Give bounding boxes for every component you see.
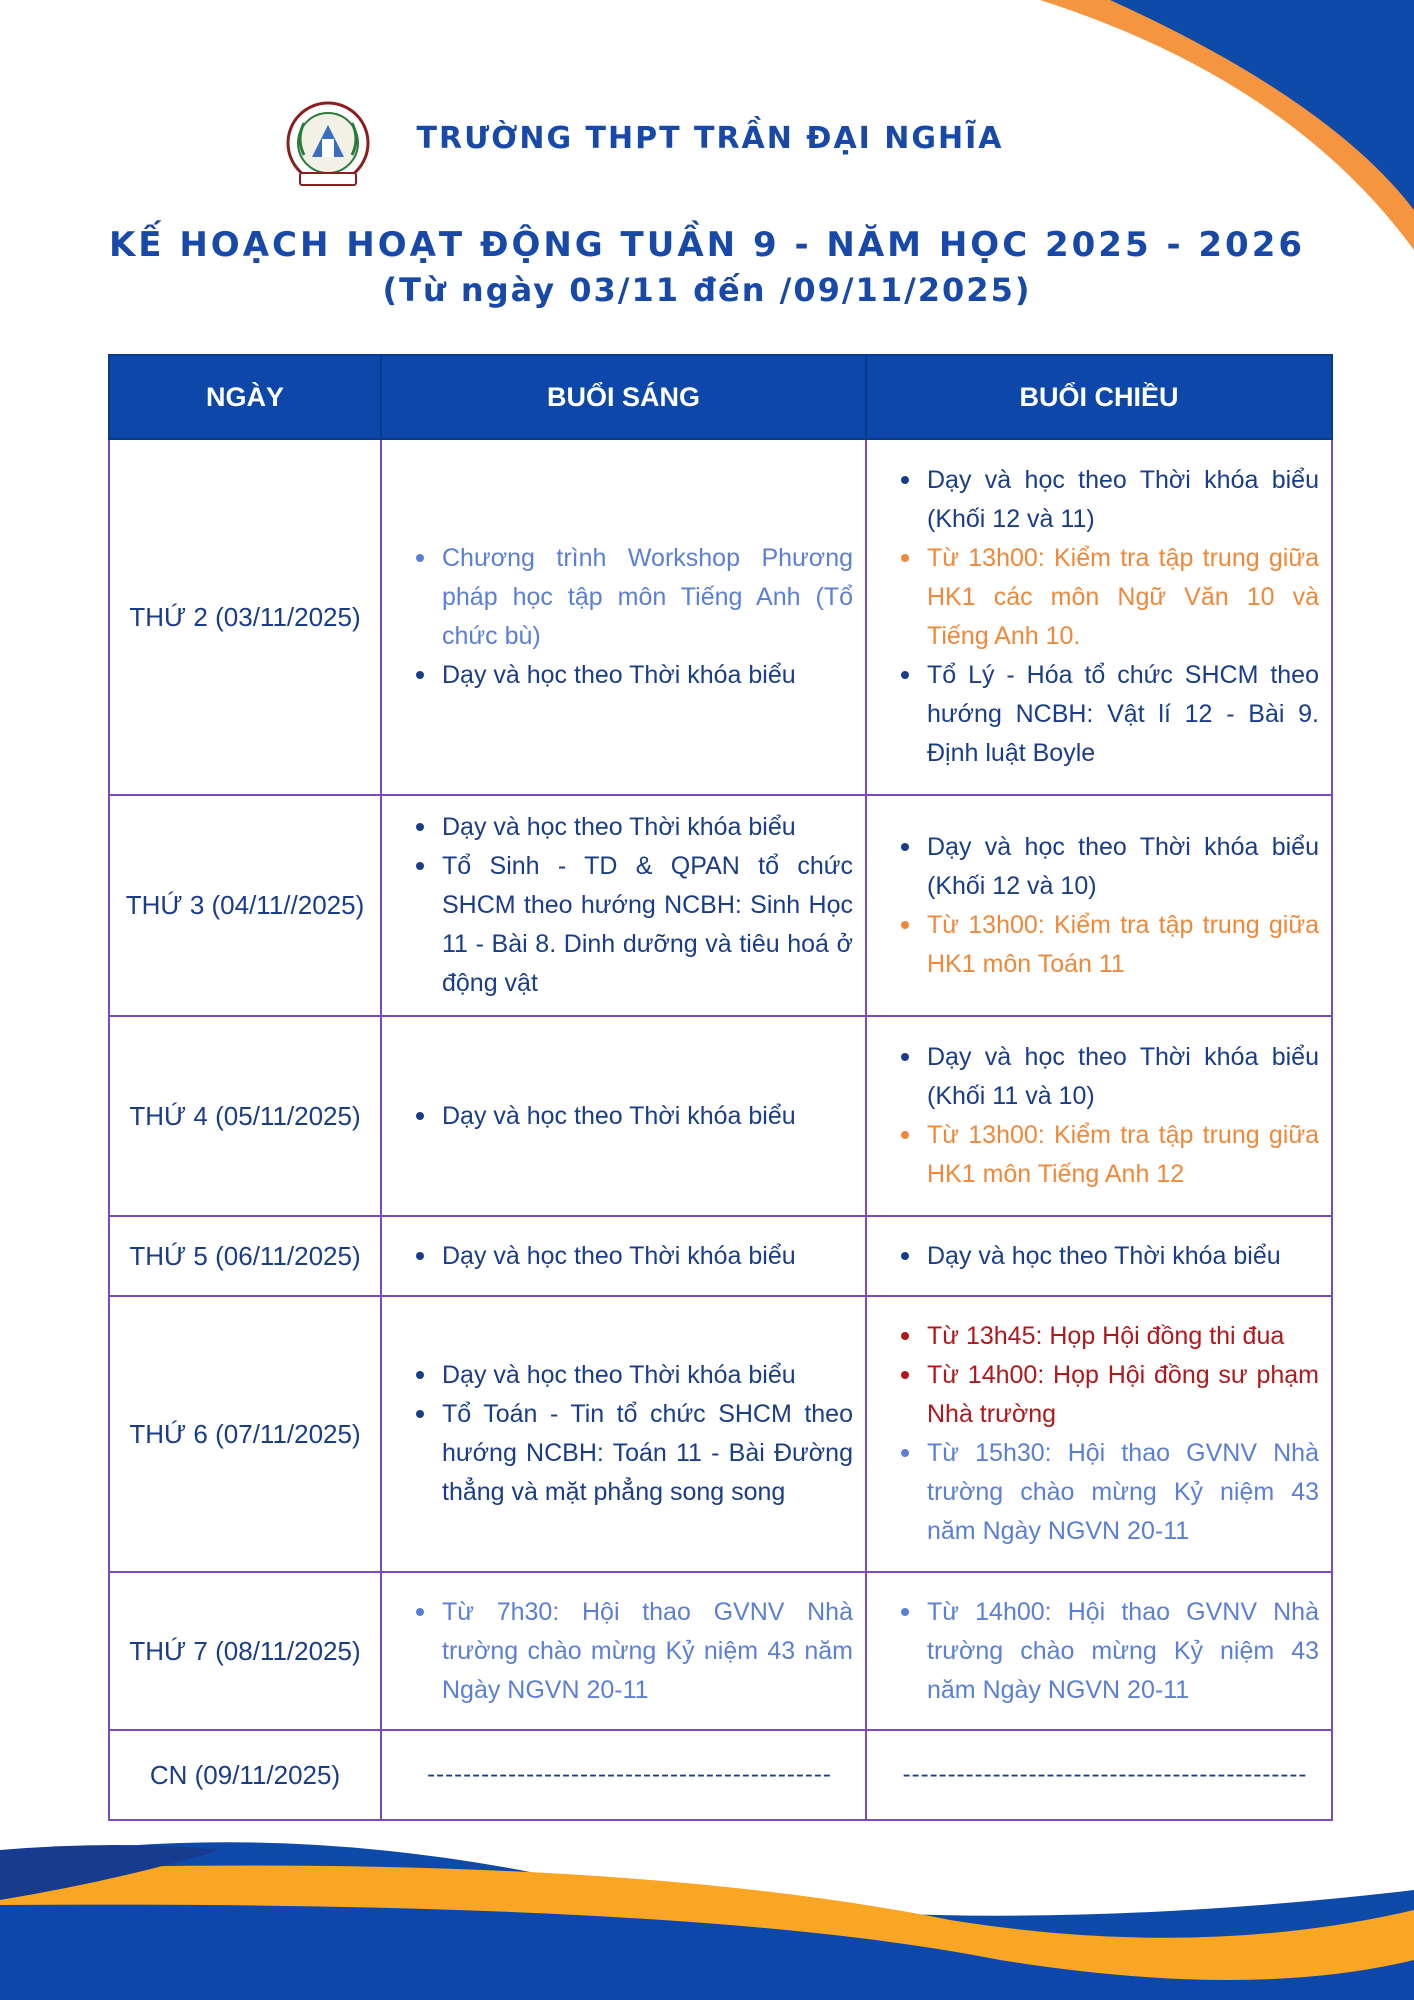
school-logo: [282, 99, 374, 191]
table-row: [109, 795, 1332, 1016]
afternoon-activity-list: [891, 1237, 1319, 1276]
activity-item: Từ 14h00: Hội thao GVNV Nhà trường chào mừng Kỷ niệm 43 năm Ngày NGVN 20-11: [927, 1593, 1319, 1710]
afternoon-activity-list: [891, 1317, 1319, 1551]
activity-item: Tổ Sinh - TD & QPAN tổ chức SHCM theo hướng NCBH: Sinh Học 11 - Bài 8. Dinh dưỡng và tiêu hoá ở động vật: [442, 847, 853, 1003]
activity-item: Dạy và học theo Thời khóa biểu: [442, 656, 853, 695]
morning-empty-placeholder: ---------------------------------------------: [427, 1761, 832, 1788]
afternoon-cell: [866, 795, 1332, 1016]
activity-item: Từ 13h00: Kiểm tra tập trung giữa HK1 các môn Ngữ Văn 10 và Tiếng Anh 10.: [927, 539, 1319, 656]
activity-item: Dạy và học theo Thời khóa biểu: [442, 1097, 853, 1136]
afternoon-activity-list: [891, 1593, 1319, 1710]
activity-item: Từ 13h45: Họp Hội đồng thi đua: [927, 1317, 1319, 1356]
morning-activity-list: [406, 1356, 853, 1512]
afternoon-activity-list: [891, 828, 1319, 984]
activity-item: Từ 13h00: Kiểm tra tập trung giữa HK1 môn Tiếng Anh 12: [927, 1116, 1319, 1194]
morning-cell: [381, 1216, 866, 1296]
school-name: TRƯỜNG THPT TRẦN ĐẠI NGHĨA: [416, 121, 1004, 156]
afternoon-cell: [866, 1730, 1332, 1820]
activity-item: Từ 14h00: Họp Hội đồng sư phạm Nhà trường: [927, 1356, 1319, 1434]
activity-item: Từ 13h00: Kiểm tra tập trung giữa HK1 môn Toán 11: [927, 906, 1319, 984]
day-cell: THỨ 5 (06/11/2025): [109, 1216, 381, 1296]
activity-item: Dạy và học theo Thời khóa biểu (Khối 12 và 10): [927, 828, 1319, 906]
table-row: [109, 439, 1332, 795]
weekly-plan-table: [108, 354, 1333, 1821]
table-row: [109, 1730, 1332, 1820]
morning-activity-list: [406, 539, 853, 695]
table-body: [109, 439, 1332, 1820]
table-row: [109, 1572, 1332, 1730]
morning-activity-list: [406, 1237, 853, 1276]
activity-item: Tổ Lý - Hóa tổ chức SHCM theo hướng NCBH: Vật lí 12 - Bài 9. Định luật Boyle: [927, 656, 1319, 773]
afternoon-cell: [866, 1296, 1332, 1572]
morning-activity-list: [406, 1097, 853, 1136]
table-header-row: [109, 355, 1332, 439]
column-header-morning: BUỔI SÁNG: [381, 355, 866, 439]
activity-item: Dạy và học theo Thời khóa biểu: [927, 1237, 1319, 1276]
morning-cell: [381, 1730, 866, 1820]
table-row: [109, 1016, 1332, 1216]
morning-cell: [381, 1296, 866, 1572]
afternoon-cell: [866, 1016, 1332, 1216]
afternoon-cell: [866, 439, 1332, 795]
morning-activity-list: [406, 1593, 853, 1710]
day-cell: THỨ 3 (04/11//2025): [109, 795, 381, 1016]
activity-item: Dạy và học theo Thời khóa biểu: [442, 808, 853, 847]
day-cell: THỨ 6 (07/11/2025): [109, 1296, 381, 1572]
table-row: [109, 1296, 1332, 1572]
day-cell: CN (09/11/2025): [109, 1730, 381, 1820]
activity-item: Dạy và học theo Thời khóa biểu: [442, 1237, 853, 1276]
day-cell: THỨ 4 (05/11/2025): [109, 1016, 381, 1216]
page-title: KẾ HOẠCH HOẠT ĐỘNG TUẦN 9 - NĂM HỌC 2025 - 2026: [108, 225, 1306, 265]
afternoon-empty-placeholder: ---------------------------------------------: [902, 1761, 1308, 1788]
column-header-day: NGÀY: [109, 355, 381, 439]
morning-activity-list: [406, 808, 853, 1003]
activity-item: Chương trình Workshop Phương pháp học tập môn Tiếng Anh (Tổ chức bù): [442, 539, 853, 656]
day-cell: THỨ 7 (08/11/2025): [109, 1572, 381, 1730]
morning-cell: [381, 795, 866, 1016]
afternoon-cell: [866, 1216, 1332, 1296]
afternoon-activity-list: [891, 461, 1319, 773]
morning-cell: [381, 1016, 866, 1216]
activity-item: Dạy và học theo Thời khóa biểu (Khối 12 và 11): [927, 461, 1319, 539]
column-header-afternoon: BUỔI CHIỀU: [866, 355, 1332, 439]
activity-item: Dạy và học theo Thời khóa biểu: [442, 1356, 853, 1395]
morning-cell: [381, 439, 866, 795]
day-cell: THỨ 2 (03/11/2025): [109, 439, 381, 795]
activity-item: Dạy và học theo Thời khóa biểu (Khối 11 và 10): [927, 1038, 1319, 1116]
table-row: [109, 1216, 1332, 1296]
page-subtitle: (Từ ngày 03/11 đến /09/11/2025): [382, 271, 1032, 309]
morning-cell: [381, 1572, 866, 1730]
activity-item: Từ 15h30: Hội thao GVNV Nhà trường chào mừng Kỷ niệm 43 năm Ngày NGVN 20-11: [927, 1434, 1319, 1551]
activity-item: Tổ Toán - Tin tổ chức SHCM theo hướng NCBH: Toán 11 - Bài Đường thẳng và mặt phẳng song song: [442, 1395, 853, 1512]
afternoon-cell: [866, 1572, 1332, 1730]
afternoon-activity-list: [891, 1038, 1319, 1194]
activity-item: Từ 7h30: Hội thao GVNV Nhà trường chào mừng Kỷ niệm 43 năm Ngày NGVN 20-11: [442, 1593, 853, 1710]
